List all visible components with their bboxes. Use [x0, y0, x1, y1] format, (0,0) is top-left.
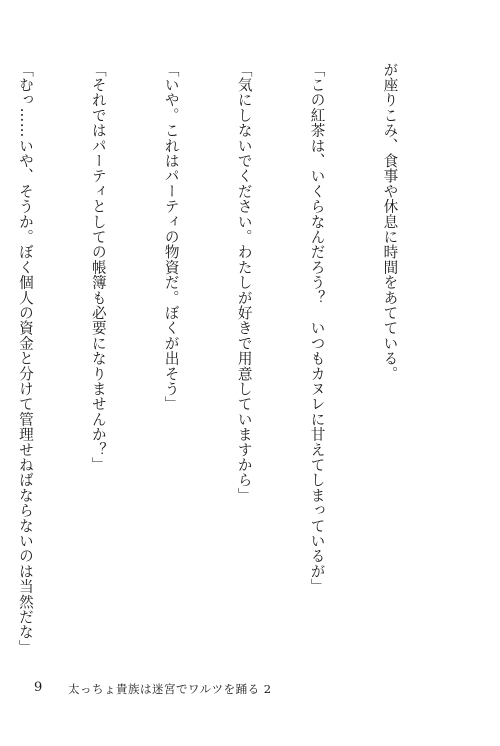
text-line: が座りこみ、食事や休息に時間をあてている。 — [381, 62, 399, 382]
text-line: 「むっ……いや、そうか。ぼく個人の資金と分けて管理せねばならないのは当然だな」 — [16, 62, 34, 655]
text-line: 「気にしないでください。わたしが好きで用意していますから」 — [235, 62, 253, 503]
text-line: 「この紅茶は、いくらなんだろう？ いつもカヌレに甘えてしまっているが」 — [308, 62, 326, 594]
text-line: 「いや。これはパーティの物資だ。ぼくが出そう」 — [162, 62, 180, 412]
text-line: 「それではパーティとしての帳簿も必要になりませんか？」 — [89, 62, 107, 473]
running-book-title: 太っちょ貴族は迷宮でワルツを踊る 2 — [68, 682, 272, 696]
vertical-text-body — [16, 62, 450, 662]
page-number: 9 — [34, 680, 43, 695]
